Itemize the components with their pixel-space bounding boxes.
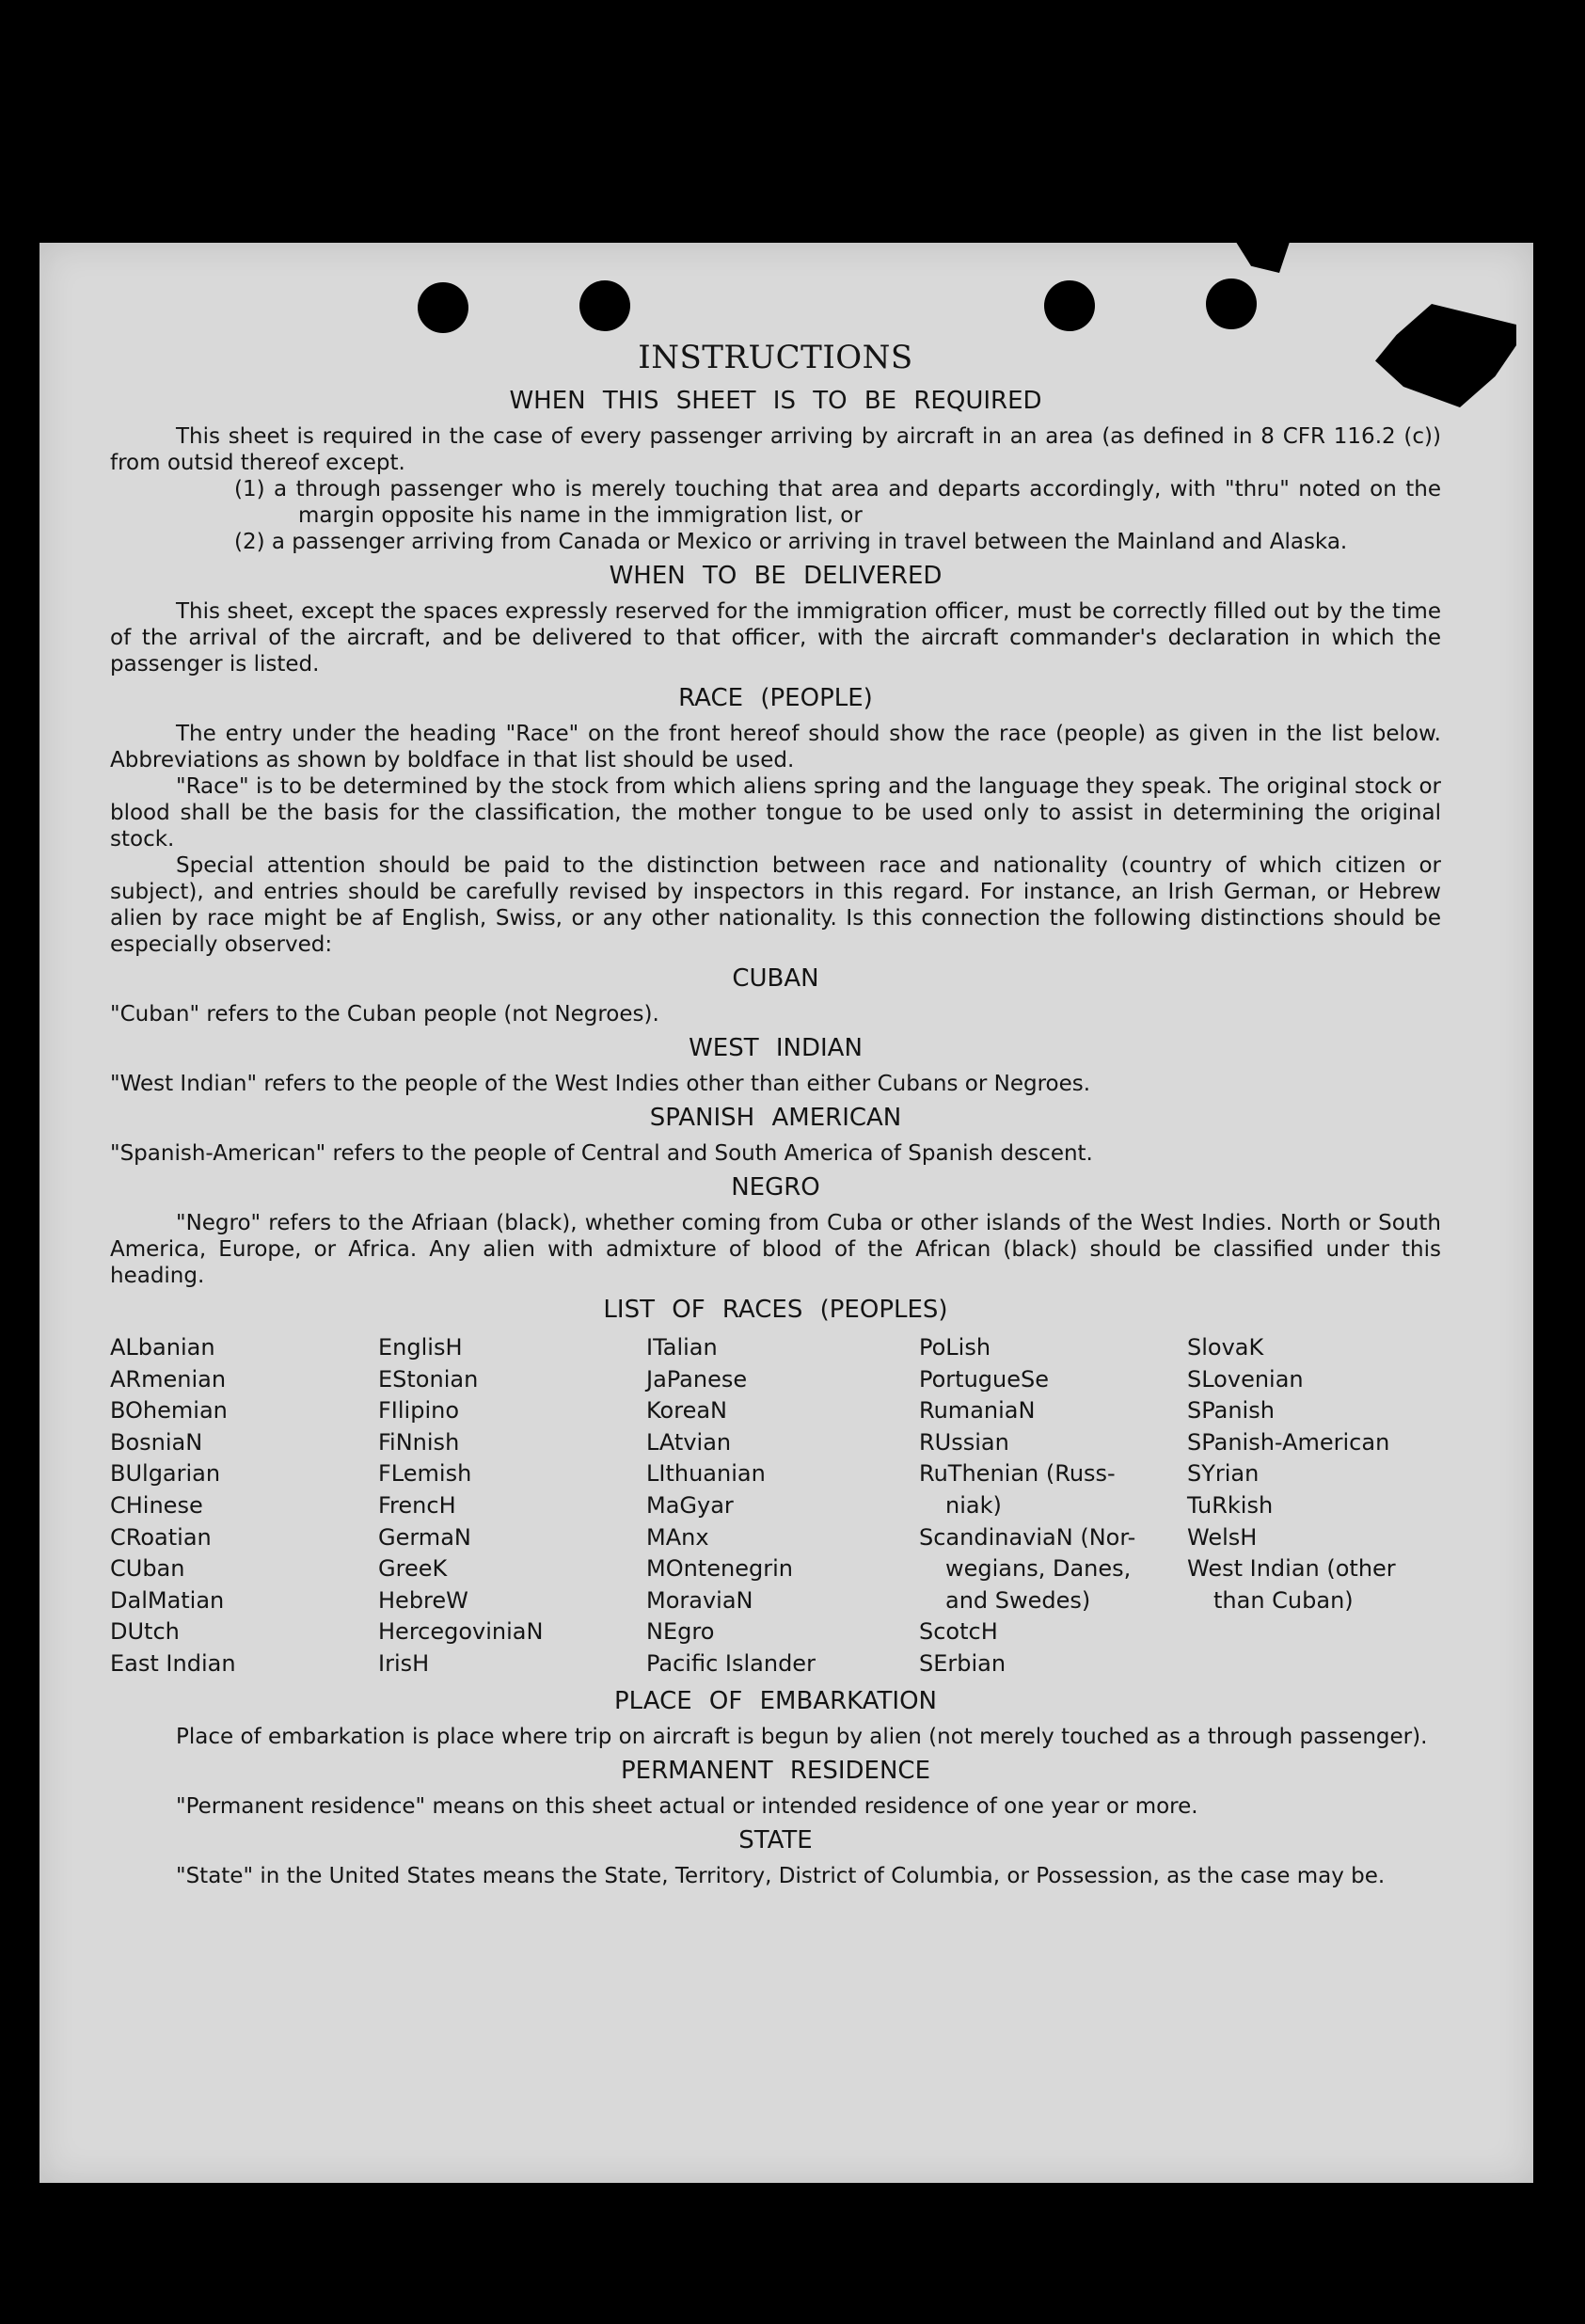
- race-item: LIthuanian: [646, 1460, 766, 1488]
- race-item: SErbian: [919, 1649, 1006, 1677]
- race-item: LAtvian: [646, 1428, 732, 1456]
- race-item: PoLish: [919, 1334, 991, 1361]
- embarkation-text: Place of embarkation is place where trip on aircraft is begun by alien (not merely touched as a through passenger).: [176, 1724, 1428, 1749]
- race-item: SLovenian: [1187, 1365, 1304, 1393]
- page-title: INSTRUCTIONS: [638, 339, 913, 376]
- race-item: IrisH: [378, 1649, 430, 1677]
- race-item: East Indian: [110, 1649, 236, 1677]
- race-item: SlovaK: [1187, 1334, 1264, 1361]
- race-item: TuRkish: [1187, 1491, 1274, 1519]
- spanish-american-text: "Spanish-American" refers to the people of Central and South America of Spanish descent.: [110, 1141, 1093, 1166]
- race-item: SPanish-American: [1187, 1428, 1390, 1456]
- race-item: BOhemian: [110, 1397, 228, 1425]
- race-item: FIlipino: [378, 1397, 460, 1425]
- race-item: CUban: [110, 1555, 185, 1583]
- heading-cuban: CUBAN: [732, 964, 819, 993]
- race-item: GreeK: [378, 1555, 448, 1583]
- heading-when-required: WHEN THIS SHEET IS TO BE REQUIRED: [509, 387, 1042, 415]
- races-column-3: [646, 1332, 919, 1680]
- when-required-item-2: (2) a passenger arriving from Canada or Mexico or arriving in travel between the Mainland and Alaska.: [234, 530, 1348, 554]
- negro-text: "Negro" refers to the Afriaan (black), whether coming from Cuba or other islands of the West Indies. North or South America, Europe, or Africa. Any alien with admixture of blood of the African (black) should be classified under this heading.: [110, 1211, 1441, 1288]
- race-item: MOntenegrin: [646, 1555, 793, 1583]
- race-item: ScotcH: [919, 1618, 998, 1646]
- west-indian-text: "West Indian" refers to the people of the West Indies other than either Cubans or Negroes.: [110, 1072, 1091, 1096]
- instructions-content: [110, 339, 1441, 1889]
- punch-hole: [1044, 280, 1095, 331]
- race-item: HercegoviniaN: [378, 1618, 544, 1646]
- race-item: MoraviaN: [646, 1586, 753, 1614]
- race-item: DalMatian: [110, 1586, 225, 1614]
- punch-hole: [418, 282, 468, 333]
- race-item: BUlgarian: [110, 1460, 221, 1488]
- punch-hole: [1206, 279, 1257, 329]
- document-page: [40, 243, 1533, 2183]
- race-paragraph-1: The entry under the heading "Race" on the front hereof should show the race (people) as given in the list below. Abbreviations as shown by boldface in that list should be used.: [110, 722, 1441, 772]
- races-column-2: [378, 1332, 646, 1680]
- heading-permanent-residence: PERMANENT RESIDENCE: [620, 1756, 930, 1785]
- permanent-residence-text: "Permanent residence" means on this sheet actual or intended residence of one year or more.: [176, 1793, 1198, 1819]
- race-paragraph-3: Special attention should be paid to the distinction between race and nationality (country of which citizen or subject), and entries should be carefully revised by inspectors in this regard. For instance, an Irish German, or Hebrew alien by race might be af English, Swiss, or any other nationality. Is this connection the following distinctions should be especially observed:: [110, 853, 1441, 957]
- races-column-1: [110, 1332, 378, 1680]
- heading-spanish-american: SPANISH AMERICAN: [649, 1104, 902, 1132]
- heading-race: RACE (PEOPLE): [678, 684, 873, 712]
- race-item: FLemish: [378, 1460, 472, 1488]
- heading-when-delivered: WHEN TO BE DELIVERED: [609, 562, 943, 590]
- heading-state: STATE: [738, 1825, 813, 1854]
- race-item: wegians, Danes,: [945, 1555, 1132, 1583]
- race-item: ARmenian: [110, 1365, 227, 1393]
- heading-negro: NEGRO: [731, 1173, 820, 1202]
- cuban-text: "Cuban" refers to the Cuban people (not Negroes).: [110, 1002, 659, 1027]
- races-column-5: [1187, 1332, 1441, 1680]
- race-item: Pacific Islander: [646, 1649, 816, 1677]
- race-item: West Indian (other: [1187, 1555, 1396, 1583]
- race-item: EStonian: [378, 1365, 479, 1393]
- race-item: KoreaN: [646, 1397, 727, 1425]
- race-paragraph-2: "Race" is to be determined by the stock from which aliens spring and the language they speak. The original stock or blood shall be the basis for the classification, the mother tongue to be used only to assist in determining the original stock.: [110, 774, 1441, 852]
- heading-list-of-races: LIST OF RACES (PEOPLES): [603, 1296, 948, 1324]
- race-item: HebreW: [378, 1586, 468, 1614]
- heading-embarkation: PLACE OF EMBARKATION: [614, 1686, 937, 1715]
- heading-west-indian: WEST INDIAN: [689, 1034, 863, 1062]
- races-list: [110, 1332, 1441, 1680]
- race-item: ALbanian: [110, 1334, 215, 1361]
- race-item: PortugueSe: [919, 1365, 1049, 1393]
- race-item: GermaN: [378, 1523, 471, 1551]
- when-required-item-1: (1) a through passenger who is merely touching that area and departs accordingly, with "thru" noted on the margin opposite his name in the immigration list, or: [234, 477, 1441, 528]
- race-item: than Cuban): [1213, 1586, 1354, 1614]
- race-item: CRoatian: [110, 1523, 212, 1551]
- race-item: DUtch: [110, 1618, 180, 1646]
- race-item: RuThenian (Russ-: [919, 1460, 1116, 1488]
- punch-hole: [579, 280, 630, 331]
- races-column-4: [919, 1332, 1187, 1680]
- race-item: MaGyar: [646, 1491, 734, 1519]
- race-item: CHinese: [110, 1491, 203, 1519]
- when-delivered-text: This sheet, except the spaces expressly reserved for the immigration officer, must be correctly filled out by the time of the arrival of the aircraft, and be delivered to that officer, with the aircraft commander's declaration in which the passenger is listed.: [110, 599, 1441, 677]
- race-item: MAnx: [646, 1523, 709, 1551]
- race-item: NEgro: [646, 1618, 715, 1646]
- race-item: RUssian: [919, 1428, 1009, 1456]
- race-item: ITalian: [646, 1334, 718, 1361]
- state-text: "State" in the United States means the State, Territory, District of Columbia, or Possession, as the case may be.: [176, 1863, 1386, 1888]
- race-item: BosniaN: [110, 1428, 203, 1456]
- race-item: WelsH: [1187, 1523, 1258, 1551]
- race-item: SYrian: [1187, 1460, 1260, 1488]
- when-required-intro: This sheet is required in the case of every passenger arriving by aircraft in an area (as defined in 8 CFR 116.2 (c)) from outsid thereof except.: [110, 424, 1441, 475]
- race-item: niak): [945, 1491, 1002, 1519]
- race-item: FiNnish: [378, 1428, 460, 1456]
- race-item: EnglisH: [378, 1334, 463, 1361]
- race-item: FrencH: [378, 1491, 456, 1519]
- torn-edge: [1234, 239, 1291, 273]
- race-item: JaPanese: [646, 1365, 748, 1393]
- race-item: ScandinaviaN (Nor-: [919, 1523, 1136, 1551]
- race-item: SPanish: [1187, 1397, 1275, 1425]
- race-item: RumaniaN: [919, 1397, 1036, 1425]
- race-item: and Swedes): [945, 1586, 1091, 1614]
